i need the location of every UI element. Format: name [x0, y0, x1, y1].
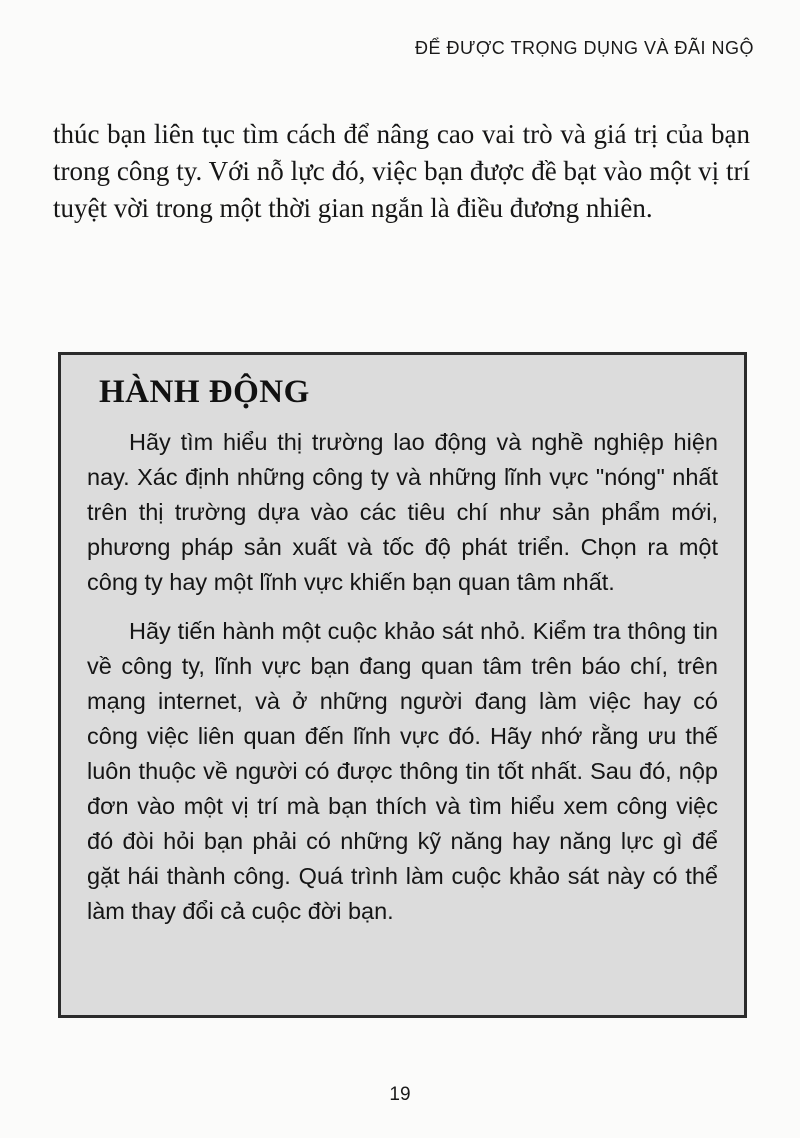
action-paragraph: Hãy tiến hành một cuộc khảo sát nhỏ. Kiểm tra thông tin về công ty, lĩnh vực bạn đang quan tâm trên báo chí, trên mạng internet, và ở những người đang làm việc hay có công việc liên quan đến lĩnh vực đó. Hãy nhớ rằng ưu thế luôn thuộc về người có được thông tin tốt nhất. Sau đó, nộp đơn vào một vị trí mà bạn thích và tìm hiểu xem công việc đó đòi hỏi bạn phải có những kỹ năng hay năng lực gì để gặt hái thành công. Quá trình làm cuộc khảo sát này có thể làm thay đổi cả cuộc đời bạn.: [87, 618, 718, 924]
page-number: 19: [389, 1084, 411, 1105]
action-box-title: HÀNH ĐỘNG: [99, 374, 310, 410]
action-paragraph: Hãy tìm hiểu thị trường lao động và nghề nghiệp hiện nay. Xác định những công ty và những lĩnh vực "nóng" nhất trên thị trường dựa vào các tiêu chí như sản phẩm mới, phương pháp sản xuất và tốc độ phát triển. Chọn ra một công ty hay một lĩnh vực khiến bạn quan tâm nhất.: [87, 429, 718, 595]
running-header: ĐỂ ĐƯỢC TRỌNG DỤNG VÀ ĐÃI NGỘ: [414, 38, 754, 58]
intro-paragraph: thúc bạn liên tục tìm cách để nâng cao vai trò và giá trị của bạn trong công ty. Với nỗ lực đó, việc bạn được đề bạt vào một vị trí tuyệt vời trong một thời gian ngắn là điều đương nhiên.: [53, 119, 750, 223]
action-box: [58, 352, 747, 1018]
